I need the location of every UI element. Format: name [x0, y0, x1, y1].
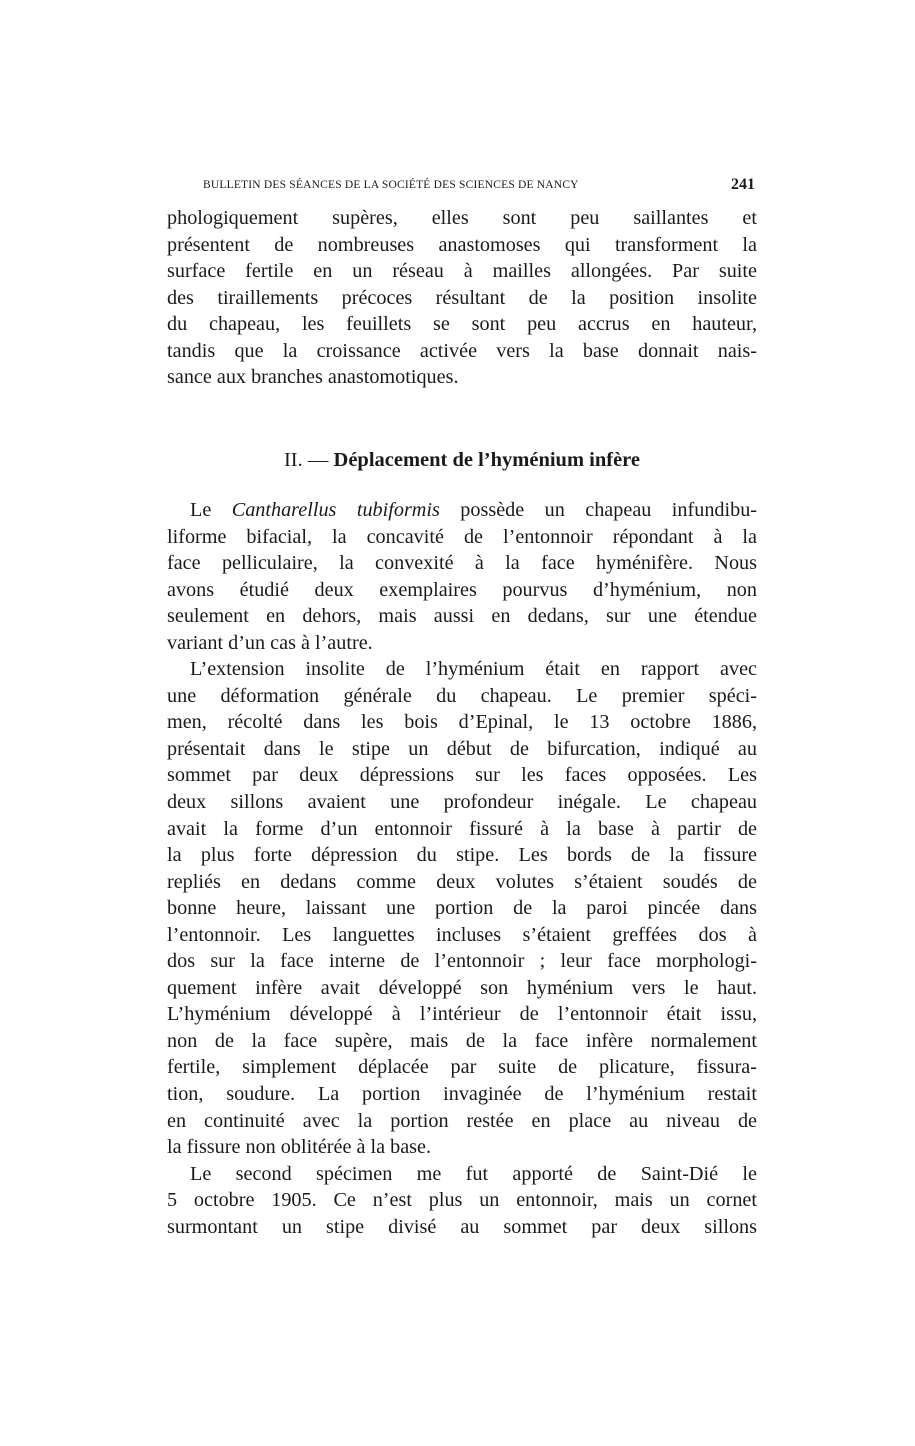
text-line: Le second spécimen me fut apporté de Saint-Dié le — [190, 1162, 757, 1185]
text-line: L’extension insolite de l’hyménium était en rapport avec — [190, 658, 757, 681]
text-line: sommet par deux dépressions sur les faces opposées. Les — [167, 764, 757, 787]
text-line: la fissure non oblitérée à la base. — [167, 1136, 432, 1159]
text-line: quement infère avait développé son hyménium vers le haut. — [167, 976, 757, 999]
text-line: men, récolté dans les bois d’Epinal, le 13 octobre 1886, — [167, 711, 757, 734]
text-line: surface fertile en un réseau à mailles allongées. Par suite — [167, 260, 757, 283]
section-heading — [167, 447, 757, 473]
text-line: tion, soudure. La portion invaginée de l’hyménium restait — [167, 1083, 757, 1106]
body-column — [167, 497, 757, 1240]
text-fragment: Le — [190, 499, 212, 521]
text-line: des tiraillements précoces résultant de la position insolite — [167, 286, 757, 309]
text-line: avons étudié deux exemplaires pourvus d’hyménium, non — [167, 578, 757, 601]
text-line: seulement en dehors, mais aussi en dedans, sur une étendue — [167, 605, 757, 628]
text-line: face pelliculaire, la convexité à la face hyménifère. Nous — [167, 552, 757, 575]
text-line: la plus forte dépression du stipe. Les bords de la fissure — [167, 844, 757, 867]
text-fragment: possède un chapeau infundibu- — [460, 499, 758, 521]
species-name: Cantharellus tubiformis — [231, 499, 440, 521]
running-head-title: BULLETIN DES SÉANCES DE LA SOCIÉTÉ DES SCIENCES DE NANCY — [203, 179, 579, 191]
text-line: avait la forme d’un entonnoir fissuré à la base à partir de — [167, 817, 757, 840]
paragraph-3 — [167, 656, 757, 1160]
section-title: Déplacement de l’hyménium infère — [333, 449, 641, 471]
text-line: présentait dans le stipe un début de bifurcation, indiqué au — [167, 737, 757, 760]
text-line: deux sillons avaient une profondeur inégale. Le chapeau — [167, 791, 757, 814]
section-number: II. — — [283, 449, 329, 471]
text-line: en continuité avec la portion restée en place au niveau de — [167, 1109, 757, 1132]
text-line: L’hyménium développé à l’intérieur de l’entonnoir était issu, — [167, 1003, 757, 1026]
text-line: non de la face supère, mais de la face infère normalement — [167, 1029, 757, 1052]
paragraph-4 — [167, 1161, 757, 1241]
text-line: bonne heure, laissant une portion de la paroi pincée dans — [167, 897, 757, 920]
text-line: tandis que la croissance activée vers la base donnait nais- — [167, 339, 757, 362]
text-line: 5 octobre 1905. Ce n’est plus un entonnoir, mais un cornet — [167, 1189, 757, 1212]
text-line: sance aux branches anastomotiques. — [167, 366, 459, 389]
text-line: liforme bifacial, la concavité de l’entonnoir répondant à la — [167, 525, 757, 548]
paragraph-1 — [167, 205, 757, 391]
text-line: une déformation générale du chapeau. Le premier spéci- — [167, 684, 757, 707]
text-line — [167, 497, 757, 524]
text-line: variant d’un cas à l’autre. — [167, 631, 373, 654]
page-number: 241 — [731, 176, 755, 193]
text-line: présentent de nombreuses anastomoses qui transforment la — [167, 233, 757, 256]
text-line: fertile, simplement déplacée par suite de plicature, fissura- — [167, 1056, 757, 1079]
text-line: surmontant un stipe divisé au sommet par deux sillons — [167, 1215, 757, 1238]
text-line: phologiquement supères, elles sont peu saillantes et — [167, 207, 757, 229]
paragraph-2 — [167, 497, 757, 656]
text-line: repliés en dedans comme deux volutes s’étaient soudés de — [167, 870, 757, 893]
text-line: du chapeau, les feuillets se sont peu accrus en hauteur, — [167, 313, 757, 336]
text-line: dos sur la face interne de l’entonnoir ; leur face morphologi- — [167, 950, 757, 973]
text-line: l’entonnoir. Les languettes incluses s’étaient greffées dos à — [167, 923, 757, 946]
running-head — [203, 176, 755, 198]
